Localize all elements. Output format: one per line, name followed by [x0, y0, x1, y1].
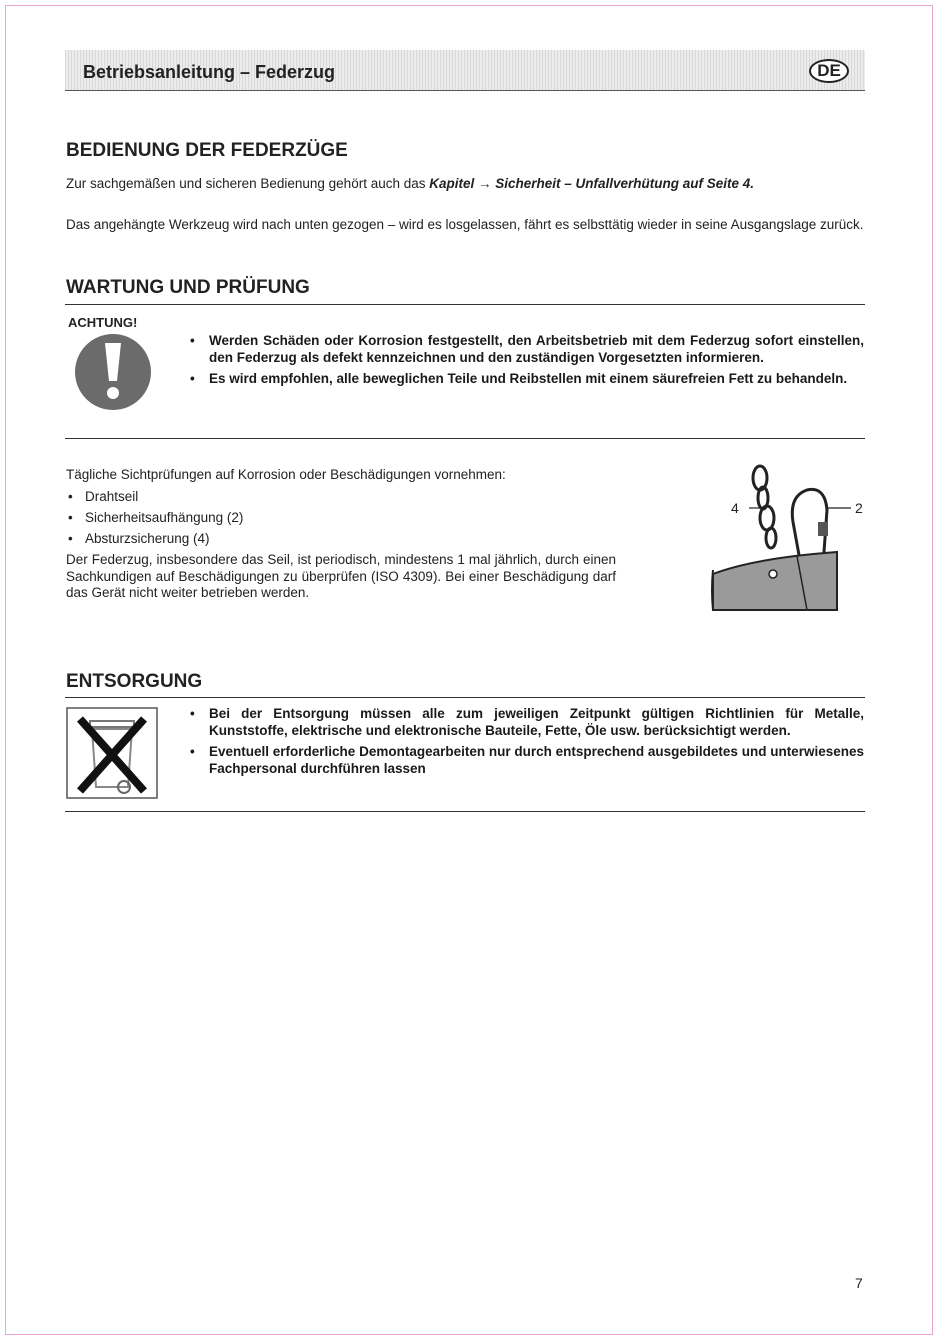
- operation-paragraph-1: [66, 175, 864, 192]
- inspection-intro: Tägliche Sichtprüfungen auf Korrosion oder Beschädigungen vornehmen:: [66, 467, 506, 482]
- disposal-list: [190, 705, 864, 781]
- language-badge: DE: [809, 59, 849, 83]
- safety-chapter-reference: Kapitel → Sicherheit – Unfallverhütung auf Seite 4.: [429, 176, 755, 191]
- section-divider: [65, 697, 865, 698]
- inspection-item: • Drahtseil: [66, 486, 243, 507]
- balancer-housing: [713, 552, 837, 610]
- section-divider: [65, 811, 865, 812]
- inspection-body: Der Federzug, insbesondere das Seil, ist periodisch, mindestens 1 mal jährlich, durch einen Sachkundigen auf Beschädigungen zu überprüfen (ISO 4309). Bei einer Beschädigung darf das Gerät nicht weiter betrieben werden.: [66, 552, 616, 600]
- crossed-bin-icon: [66, 707, 158, 799]
- section-divider: [65, 438, 865, 439]
- spring-balancer-suspension-figure: [705, 462, 870, 614]
- section-title-maintenance: WARTUNG UND PRÜFUNG: [66, 277, 310, 298]
- exclamation-icon: [74, 333, 152, 411]
- page-number: 7: [855, 1275, 863, 1291]
- section-title-operation: BEDIENUNG DER FEDERZÜGE: [66, 140, 348, 161]
- warning-label: ACHTUNG!: [68, 315, 138, 330]
- document-title: Betriebsanleitung – Federzug: [83, 62, 336, 82]
- section-title-disposal: ENTSORGUNG: [66, 671, 203, 692]
- figure-label-2: 2: [855, 500, 863, 516]
- page-frame: [5, 5, 933, 1335]
- header-bar: [65, 50, 865, 91]
- figure-label-4: 4: [731, 500, 739, 516]
- carabiner-lock: [818, 522, 828, 536]
- warning-item: • Es wird empfohlen, alle beweglichen Teile und Reibstellen mit einem säurefreien Fett zu behandeln.: [190, 370, 864, 387]
- warning-list: [190, 332, 864, 391]
- inspection-list: [66, 486, 243, 549]
- section-divider: [65, 304, 865, 305]
- operation-paragraph-2: Das angehängte Werkzeug wird nach unten gezogen – wird es losgelassen, fährt es selbsttätig wieder in seine Ausgangslage zurück.: [66, 217, 864, 232]
- inspection-item: • Sicherheitsaufhängung (2): [66, 507, 243, 528]
- inspection-item: • Absturzsicherung (4): [66, 528, 243, 549]
- disposal-item: • Bei der Entsorgung müssen alle zum jeweiligen Zeitpunkt gültigen Richtlinien für Metalle, Kunststoffe, elektrische und elektronische Bauteile, Fette, Öle usw. berücksichtigt werden.: [190, 705, 864, 739]
- operation-paragraph-1-text: Zur sachgemäßen und sicheren Bedienung gehört auch das: [66, 176, 430, 191]
- disposal-item: • Eventuell erforderliche Demontagearbeiten nur durch entsprechend ausgebildetes und unterwiesenes Fachpersonal durchführen lassen: [190, 743, 864, 777]
- warning-item: • Werden Schäden oder Korrosion festgestellt, den Arbeitsbetrieb mit dem Federzug sofort einstellen, den Federzug als defekt kennzeichnen und den zuständigen Vorgesetzten informieren.: [190, 332, 864, 366]
